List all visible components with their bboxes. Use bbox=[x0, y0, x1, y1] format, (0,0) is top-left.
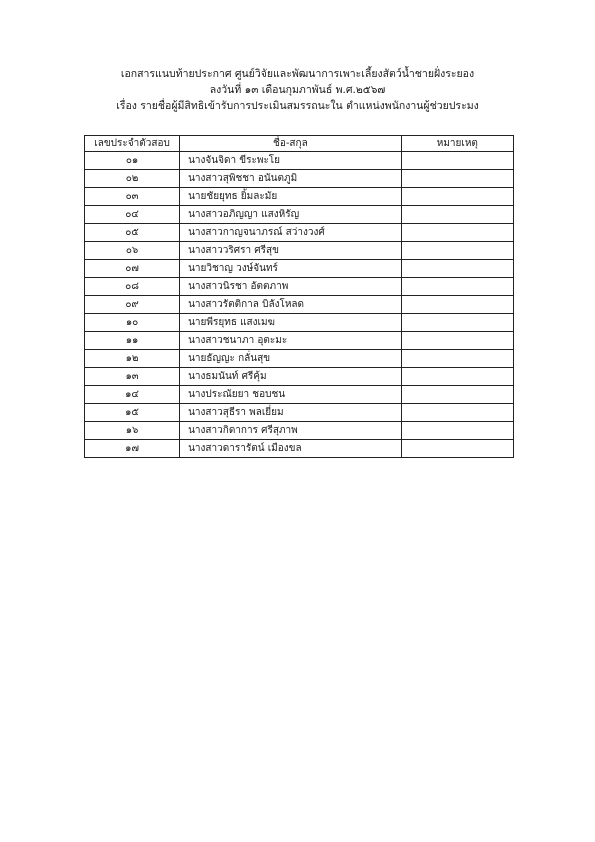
exam-number-cell: ๐๘ bbox=[85, 278, 180, 296]
remark-cell bbox=[401, 278, 513, 296]
full-name-cell: นางประณัยยา ชอบชน bbox=[180, 386, 402, 404]
remark-cell bbox=[401, 260, 513, 278]
full-name-cell: นางสาวดารารัตน์ เมืองขล bbox=[180, 440, 402, 458]
full-name-cell: นางสาวชนาภา อุตะมะ bbox=[180, 332, 402, 350]
table-header-row bbox=[85, 136, 514, 152]
candidate-table bbox=[84, 135, 514, 458]
table-row bbox=[85, 314, 514, 332]
header-line-2: ลงวันที่ ๑๓ เดือนกุมภาพันธ์ พ.ศ.๒๕๖๗ bbox=[209, 84, 386, 96]
exam-number-cell: ๐๑ bbox=[85, 152, 180, 170]
remark-cell bbox=[401, 242, 513, 260]
exam-number-cell: ๐๗ bbox=[85, 260, 180, 278]
header-line-3: เรื่อง รายชื่อผู้มีสิทธิเข้ารับการประเมินสมรรถนะใน ตำแหน่งพนักงานผู้ช่วยประมง bbox=[116, 100, 479, 112]
remark-cell bbox=[401, 296, 513, 314]
remark-cell bbox=[401, 404, 513, 422]
exam-number-cell: ๑๔ bbox=[85, 386, 180, 404]
table-row bbox=[85, 422, 514, 440]
full-name-cell: นายธัญญะ กลั่นสุข bbox=[180, 350, 402, 368]
remark-cell bbox=[401, 224, 513, 242]
column-header-exam-number: เลขประจำตัวสอบ bbox=[85, 136, 180, 152]
full-name-cell: นายชัยยุทธ ยิ้มละมัย bbox=[180, 188, 402, 206]
full-name-cell: นางสาวกาญจนาภรณ์ สว่างวงศ์ bbox=[180, 224, 402, 242]
exam-number-cell: ๐๔ bbox=[85, 206, 180, 224]
remark-cell bbox=[401, 314, 513, 332]
column-header-full-name: ชื่อ-สกุล bbox=[180, 136, 402, 152]
full-name-cell: นางจันจิดา ขีระพะโย bbox=[180, 152, 402, 170]
exam-number-cell: ๑๐ bbox=[85, 314, 180, 332]
table-row bbox=[85, 224, 514, 242]
exam-number-cell: ๐๕ bbox=[85, 224, 180, 242]
table-row bbox=[85, 206, 514, 224]
header-line-1: เอกสารแนบท้ายประกาศ ศูนย์วิจัยและพัฒนาการเพาะเลี้ยงสัตว์น้ำชายฝั่งระยอง bbox=[120, 68, 475, 80]
exam-number-cell: ๑๕ bbox=[85, 404, 180, 422]
table-row bbox=[85, 188, 514, 206]
remark-cell bbox=[401, 350, 513, 368]
remark-cell bbox=[401, 440, 513, 458]
full-name-cell: นางสาวสุธีรา พลเยี่ยม bbox=[180, 404, 402, 422]
exam-number-cell: ๑๓ bbox=[85, 368, 180, 386]
table-row bbox=[85, 170, 514, 188]
full-name-cell: นางสาวอภิญญา แสงหิรัญ bbox=[180, 206, 402, 224]
exam-number-cell: ๐๒ bbox=[85, 170, 180, 188]
exam-number-cell: ๐๓ bbox=[85, 188, 180, 206]
full-name-cell: นางสาวนิรชา อัตตภาพ bbox=[180, 278, 402, 296]
remark-cell bbox=[401, 422, 513, 440]
full-name-cell: นางสาวรัตติกาล บิลังโหลด bbox=[180, 296, 402, 314]
remark-cell bbox=[401, 332, 513, 350]
remark-cell bbox=[401, 188, 513, 206]
table-row bbox=[85, 260, 514, 278]
exam-number-cell: ๑๗ bbox=[85, 440, 180, 458]
full-name-cell: นางสาวสุพิชชา อนันตภูมิ bbox=[180, 170, 402, 188]
remark-cell bbox=[401, 368, 513, 386]
table-row bbox=[85, 242, 514, 260]
table-row bbox=[85, 350, 514, 368]
table-row bbox=[85, 386, 514, 404]
remark-cell bbox=[401, 386, 513, 404]
exam-number-cell: ๐๙ bbox=[85, 296, 180, 314]
table-row bbox=[85, 296, 514, 314]
table-row bbox=[85, 152, 514, 170]
table-row bbox=[85, 368, 514, 386]
exam-number-cell: ๑๑ bbox=[85, 332, 180, 350]
full-name-cell: นางธมนันท์ ศรีคุ้ม bbox=[180, 368, 402, 386]
full-name-cell: นายวิชาญ วงษ์จันทร์ bbox=[180, 260, 402, 278]
table-body bbox=[85, 152, 514, 458]
remark-cell bbox=[401, 170, 513, 188]
table-row bbox=[85, 440, 514, 458]
remark-cell bbox=[401, 206, 513, 224]
table-row bbox=[85, 332, 514, 350]
full-name-cell: นายพีรยุทธ แสงเมฆ bbox=[180, 314, 402, 332]
column-header-remark: หมายเหตุ bbox=[401, 136, 513, 152]
full-name-cell: นางสาววริศรา ศรีสุข bbox=[180, 242, 402, 260]
exam-number-cell: ๐๖ bbox=[85, 242, 180, 260]
table-row bbox=[85, 278, 514, 296]
full-name-cell: นางสาวกิดาการ ศรีสุภาพ bbox=[180, 422, 402, 440]
exam-number-cell: ๑๖ bbox=[85, 422, 180, 440]
remark-cell bbox=[401, 152, 513, 170]
table-row bbox=[85, 404, 514, 422]
exam-number-cell: ๑๒ bbox=[85, 350, 180, 368]
